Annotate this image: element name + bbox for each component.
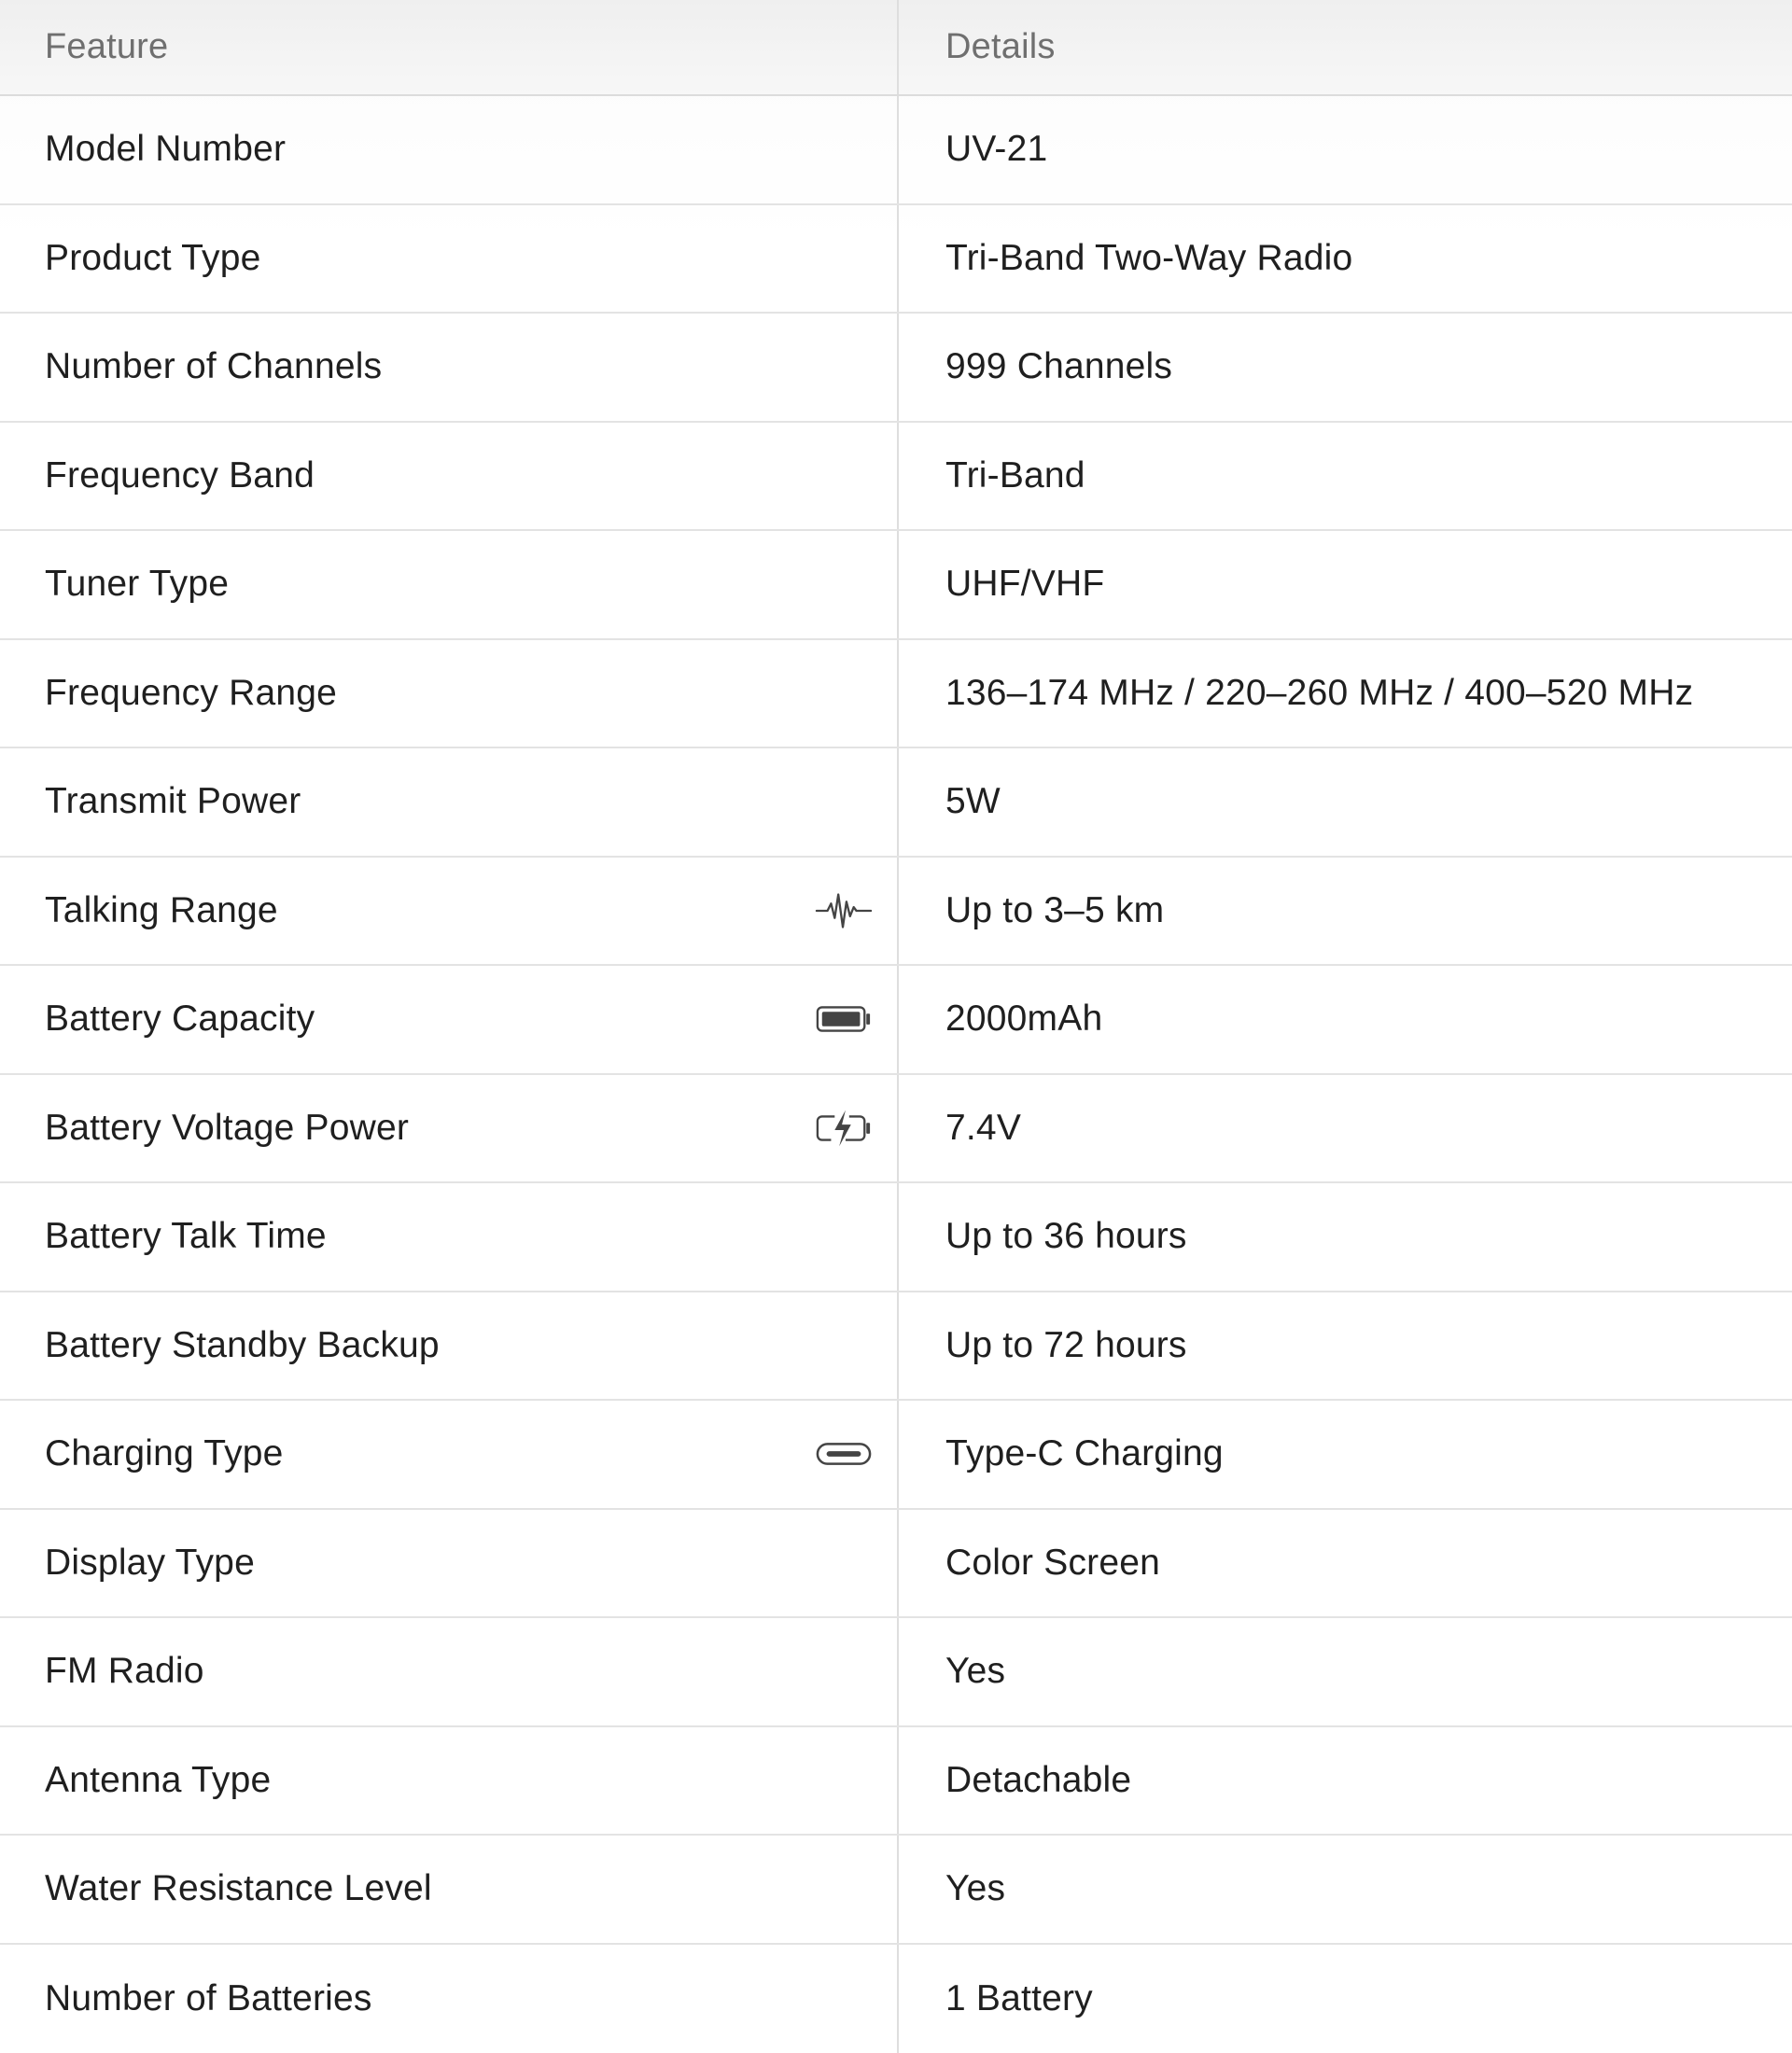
feature-label: Number of Channels <box>45 346 382 387</box>
details-value: 999 Channels <box>945 346 1172 387</box>
feature-cell <box>0 1401 899 1508</box>
feature-label: Model Number <box>45 129 286 170</box>
feature-cell <box>0 531 899 638</box>
feature-cell <box>0 205 899 313</box>
feature-label: Charging Type <box>45 1433 284 1474</box>
header-details-cell <box>899 0 1792 94</box>
feature-label: Battery Talk Time <box>45 1216 327 1257</box>
battery-icon <box>815 990 873 1048</box>
feature-label: Number of Batteries <box>45 1978 372 2019</box>
table-row <box>0 1075 1792 1184</box>
table-row <box>0 1945 1792 2053</box>
details-value: Tri-Band <box>945 455 1085 496</box>
feature-cell <box>0 1945 899 2053</box>
details-cell <box>899 96 1792 203</box>
details-cell <box>899 1836 1792 1943</box>
feature-label: Antenna Type <box>45 1760 271 1801</box>
details-value: 2000mAh <box>945 999 1102 1040</box>
table-row <box>0 1618 1792 1727</box>
feature-label: Frequency Range <box>45 673 337 714</box>
details-cell <box>899 966 1792 1073</box>
details-value: UHF/VHF <box>945 564 1104 605</box>
details-cell <box>899 1401 1792 1508</box>
details-value: Yes <box>945 1868 1005 1909</box>
table-row <box>0 205 1792 314</box>
details-cell <box>899 423 1792 530</box>
details-cell <box>899 205 1792 313</box>
feature-label: Frequency Band <box>45 455 315 496</box>
table-row <box>0 1836 1792 1945</box>
battery-charging-icon <box>815 1099 873 1157</box>
details-value: UV-21 <box>945 129 1047 170</box>
feature-cell <box>0 858 899 965</box>
details-value: Up to 72 hours <box>945 1325 1187 1366</box>
table-row <box>0 966 1792 1075</box>
table-body <box>0 96 1792 2053</box>
details-cell <box>899 748 1792 856</box>
table-row <box>0 1292 1792 1402</box>
details-value: 7.4V <box>945 1108 1021 1149</box>
details-cell <box>899 1075 1792 1182</box>
table-row <box>0 423 1792 532</box>
details-cell <box>899 1727 1792 1835</box>
details-cell <box>899 1292 1792 1400</box>
feature-cell <box>0 314 899 421</box>
feature-label: Battery Capacity <box>45 999 315 1040</box>
feature-label: Battery Voltage Power <box>45 1108 409 1149</box>
feature-cell <box>0 423 899 530</box>
details-cell <box>899 640 1792 747</box>
details-cell <box>899 1945 1792 2053</box>
feature-label: FM Radio <box>45 1651 204 1692</box>
details-cell <box>899 531 1792 638</box>
details-value: Color Screen <box>945 1543 1160 1584</box>
feature-cell <box>0 1292 899 1400</box>
feature-cell <box>0 748 899 856</box>
feature-cell <box>0 1183 899 1291</box>
header-feature-cell <box>0 0 899 94</box>
header-details: Details <box>945 27 1056 67</box>
details-value: 5W <box>945 781 1001 822</box>
details-cell <box>899 314 1792 421</box>
header-feature: Feature <box>45 27 168 67</box>
table-row <box>0 748 1792 858</box>
table-header <box>0 0 1792 96</box>
details-cell <box>899 1618 1792 1725</box>
feature-label: Water Resistance Level <box>45 1868 432 1909</box>
feature-cell <box>0 1075 899 1182</box>
feature-label: Transmit Power <box>45 781 301 822</box>
details-value: Up to 36 hours <box>945 1216 1187 1257</box>
usb-c-icon <box>815 1425 873 1483</box>
table-row <box>0 1401 1792 1510</box>
feature-label: Product Type <box>45 238 261 279</box>
table-row <box>0 1183 1792 1292</box>
table-row <box>0 858 1792 967</box>
feature-label: Talking Range <box>45 890 278 931</box>
details-value: Yes <box>945 1651 1005 1692</box>
feature-cell <box>0 1836 899 1943</box>
table-row <box>0 96 1792 205</box>
feature-cell <box>0 96 899 203</box>
signal-wave-icon <box>815 882 873 940</box>
table-row <box>0 531 1792 640</box>
details-value: Type-C Charging <box>945 1433 1224 1474</box>
details-value: Up to 3–5 km <box>945 890 1164 931</box>
feature-label: Display Type <box>45 1543 255 1584</box>
details-cell <box>899 858 1792 965</box>
feature-cell <box>0 966 899 1073</box>
table-row <box>0 314 1792 423</box>
feature-label: Battery Standby Backup <box>45 1325 440 1366</box>
feature-cell <box>0 1727 899 1835</box>
feature-label: Tuner Type <box>45 564 229 605</box>
feature-cell <box>0 1510 899 1617</box>
details-value: 136–174 MHz / 220–260 MHz / 400–520 MHz <box>945 673 1693 714</box>
details-value: 1 Battery <box>945 1978 1093 2019</box>
table-row <box>0 1510 1792 1619</box>
details-cell <box>899 1510 1792 1617</box>
details-value: Tri-Band Two-Way Radio <box>945 238 1352 279</box>
details-value: Detachable <box>945 1760 1131 1801</box>
feature-cell <box>0 640 899 747</box>
details-cell <box>899 1183 1792 1291</box>
table-row <box>0 1727 1792 1837</box>
table-row <box>0 640 1792 749</box>
feature-cell <box>0 1618 899 1725</box>
